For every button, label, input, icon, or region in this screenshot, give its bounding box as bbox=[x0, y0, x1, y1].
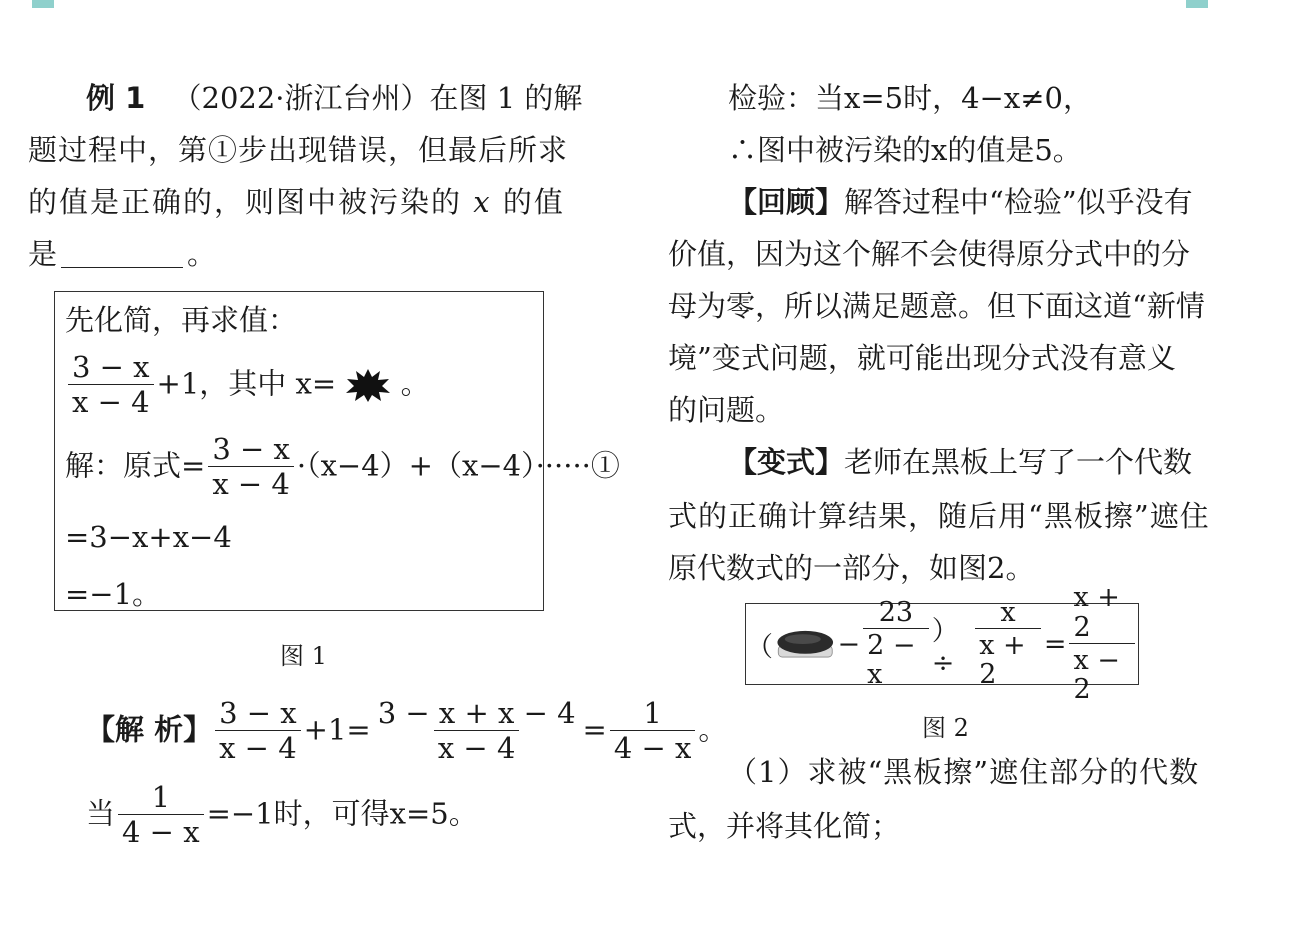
fraction bbox=[1069, 583, 1135, 705]
variant-line-2: 式的正确计算结果，随后用“黑板擦”遮住 bbox=[668, 499, 1210, 533]
ink-stain-icon bbox=[345, 367, 391, 403]
variant-text: 老师在黑板上写了一个代数 bbox=[844, 445, 1193, 479]
figure1-line4: =3−x+x−4 bbox=[65, 520, 232, 554]
fraction bbox=[374, 698, 580, 765]
example-label: 例 1 bbox=[86, 81, 146, 115]
figure2-text: （ bbox=[746, 631, 773, 663]
denominator: x − 2 bbox=[1069, 643, 1135, 705]
question-line-3 bbox=[28, 182, 565, 222]
variable-x: x bbox=[473, 185, 492, 219]
figure-1-box bbox=[54, 291, 620, 611]
numerator: 3 − x bbox=[219, 696, 297, 730]
figure-2-box bbox=[745, 582, 1139, 706]
fraction bbox=[208, 434, 294, 501]
figure1-line2 bbox=[65, 352, 430, 419]
fraction bbox=[215, 698, 301, 765]
question-text: 的值是正确的，则图中被污染的 bbox=[28, 185, 463, 219]
variant-label: 【变式】 bbox=[728, 445, 845, 479]
denominator: x − 4 bbox=[434, 730, 520, 765]
when-text: =−1时，可得x=5。 bbox=[206, 796, 478, 831]
review-text: 解答过程中“检验”似乎没有 bbox=[844, 185, 1193, 219]
denominator: x − 4 bbox=[215, 730, 301, 765]
figure1-line5: =−1。 bbox=[65, 577, 162, 611]
question-text: 。 bbox=[187, 237, 217, 271]
analysis-label: 【解 析】 bbox=[86, 712, 213, 747]
page-tab-right bbox=[1186, 0, 1208, 8]
figure2-text: = bbox=[1043, 628, 1067, 660]
numerator: 3 − x bbox=[212, 432, 290, 466]
question-line-4 bbox=[28, 234, 216, 274]
numerator: x bbox=[1000, 596, 1016, 628]
figure2-text: ）÷ bbox=[931, 616, 959, 679]
figure1-text: 。 bbox=[400, 366, 430, 401]
when-text: 当 bbox=[86, 796, 116, 831]
analysis-line bbox=[86, 698, 727, 765]
numerator: x + 2 bbox=[1073, 582, 1120, 643]
figure1-line3 bbox=[65, 434, 620, 501]
denominator: 4 − x bbox=[118, 814, 204, 849]
figure2-caption: 图 2 bbox=[922, 714, 969, 742]
numerator: 1 bbox=[643, 696, 662, 730]
variant-line-3: 原代数式的一部分，如图2。 bbox=[668, 551, 1035, 585]
fraction bbox=[68, 352, 154, 419]
figure2-text: − bbox=[837, 628, 861, 660]
analysis-text: +1= bbox=[303, 712, 371, 747]
question-line-2: 题过程中，第①步出现错误，但最后所求 bbox=[28, 133, 569, 167]
variant-line-1 bbox=[728, 442, 1192, 482]
denominator: 4 − x bbox=[610, 730, 696, 765]
question-text: 是 bbox=[28, 237, 58, 271]
fraction bbox=[863, 598, 929, 690]
figure1-caption: 图 1 bbox=[280, 642, 327, 670]
analysis-text: = bbox=[582, 712, 607, 747]
denominator: x + 2 bbox=[975, 628, 1041, 690]
figure1-line1: 先化简，再求值： bbox=[65, 303, 298, 337]
fraction bbox=[118, 782, 204, 849]
numerator: 1 bbox=[151, 780, 171, 814]
question-text: 的值 bbox=[502, 185, 565, 219]
fraction bbox=[975, 598, 1041, 690]
conclusion-line: ∴图中被污染的x的值是5。 bbox=[728, 133, 1082, 167]
review-label: 【回顾】 bbox=[728, 185, 845, 219]
figure1-text: 解：原式= bbox=[65, 448, 206, 483]
example-source: （2022·浙江台州）在图 1 的解 bbox=[172, 81, 583, 115]
numerator: 3 − x + x − 4 bbox=[377, 696, 576, 730]
page-tab-left bbox=[32, 0, 54, 8]
when-line bbox=[86, 782, 478, 849]
numerator: 3 − x bbox=[72, 350, 150, 384]
analysis-text: 。 bbox=[698, 712, 728, 747]
review-line-5: 的问题。 bbox=[668, 393, 785, 427]
review-line-3: 母为零，所以满足题意。但下面这道“新情 bbox=[668, 289, 1205, 323]
question1-line-1: （1）求被“黑板擦”遮住部分的代数 bbox=[728, 755, 1200, 789]
example-header bbox=[86, 78, 582, 118]
denominator: x − 4 bbox=[68, 384, 154, 419]
blackboard-eraser-icon bbox=[775, 624, 836, 664]
check-line: 检验：当x=5时，4−x≠0， bbox=[728, 81, 1092, 115]
figure1-text: ·（x−4）+（x−4）······① bbox=[296, 448, 620, 483]
figure1-text: +1，其中 x= bbox=[156, 366, 337, 401]
question1-line-2: 式，并将其化简； bbox=[668, 809, 901, 843]
review-line-4: 境”变式问题，就可能出现分式没有意义 bbox=[668, 341, 1176, 375]
answer-blank bbox=[61, 241, 183, 268]
fraction bbox=[610, 698, 696, 765]
denominator: 2 − x bbox=[863, 628, 929, 690]
review-line-1 bbox=[728, 182, 1193, 222]
denominator: x − 4 bbox=[208, 466, 294, 501]
numerator: 23 bbox=[878, 596, 914, 628]
review-line-2: 价值，因为这个解不会使得原分式中的分 bbox=[668, 237, 1191, 271]
